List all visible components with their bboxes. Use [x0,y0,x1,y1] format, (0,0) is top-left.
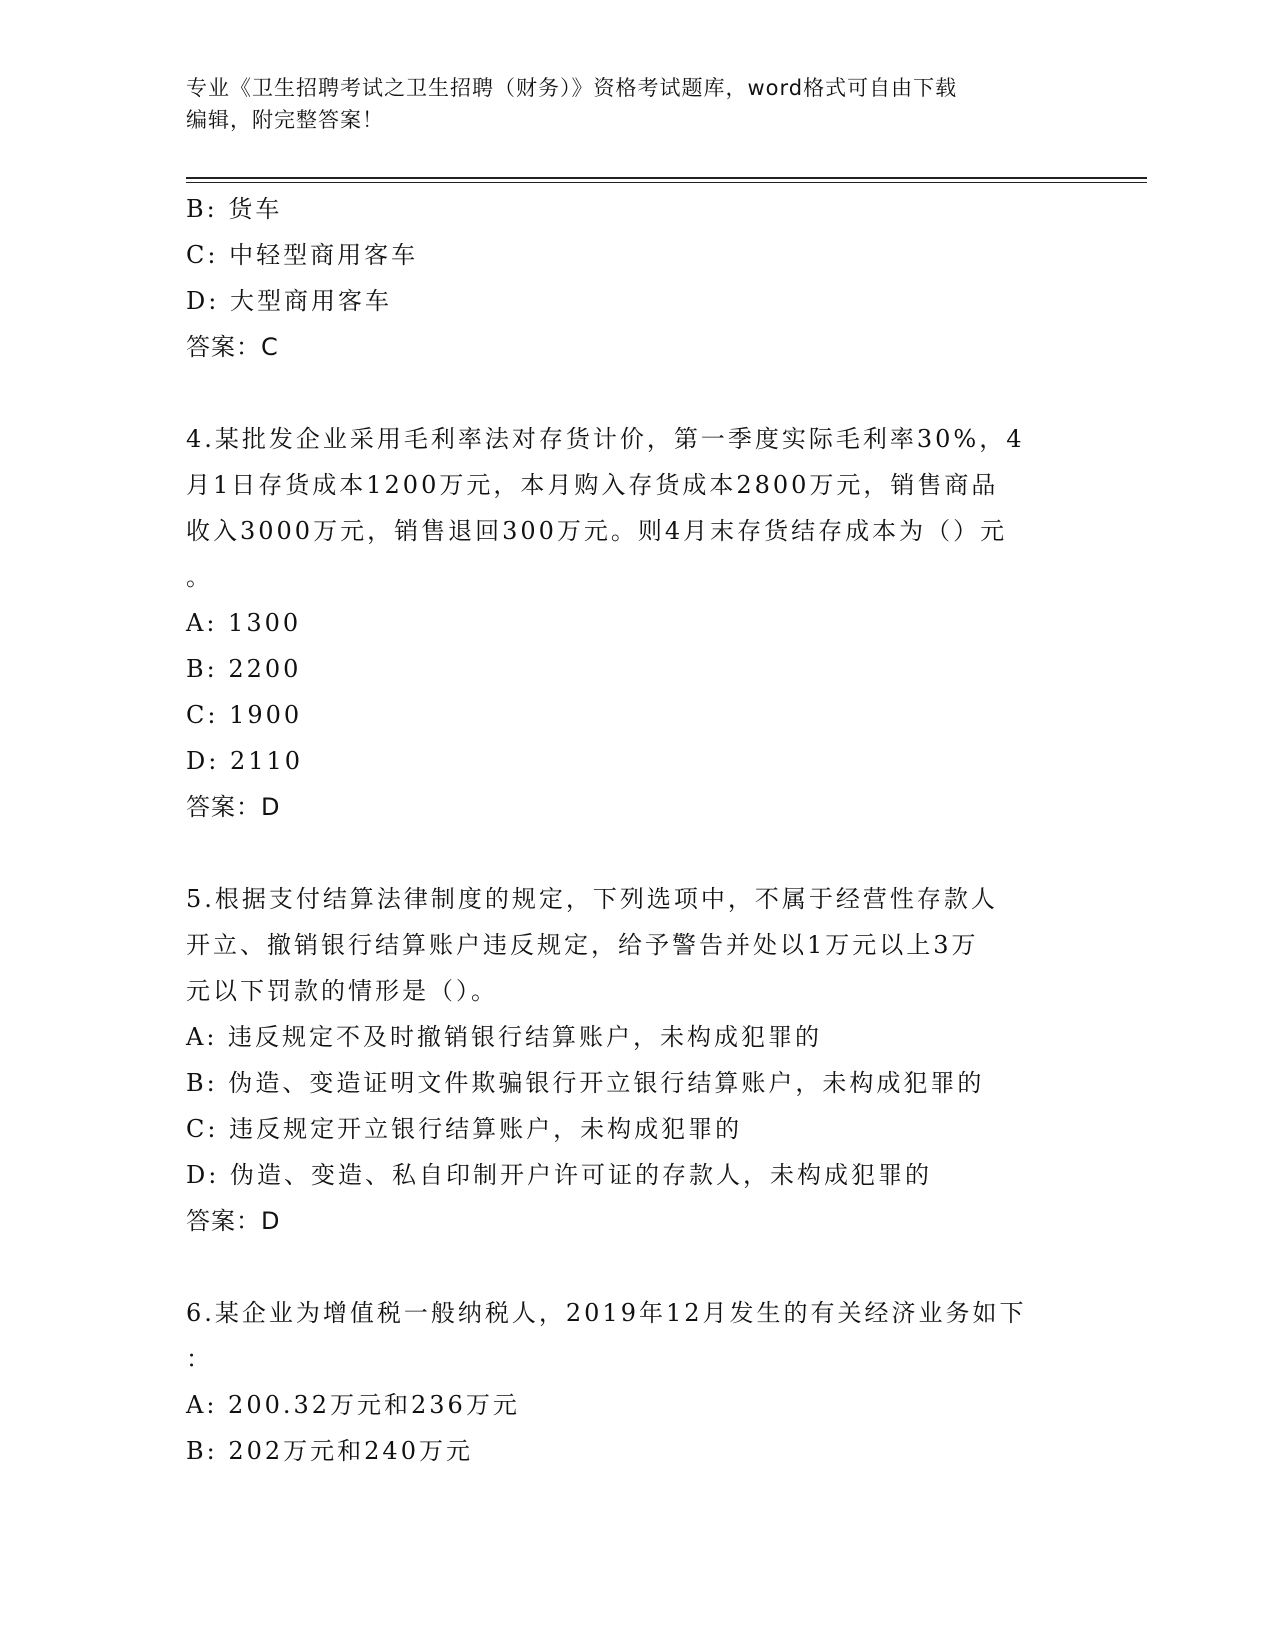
answer: 答案：D [186,1207,281,1235]
header-rule-thin [186,182,1147,183]
header-rule-thick [186,177,1147,179]
question-text-line: 收入3000万元，销售退回300万元。则4月末存货结存成本为（）元 [186,517,1008,545]
option-a: A: 违反规定不及时撤销银行结算账户，未构成犯罪的 [186,1023,823,1051]
option-d: D: 伪造、变造、私自印制开户许可证的存款人，未构成犯罪的 [186,1161,932,1189]
question-text-line: 6.某企业为增值税一般纳税人，2019年12月发生的有关经济业务如下 [186,1299,1027,1327]
answer: 答案：D [186,793,281,821]
header-line-2: 编辑，附完整答案！ [186,108,384,132]
option-b: B: 2200 [186,655,302,683]
question-text-line: 5.根据支付结算法律制度的规定，下列选项中，不属于经营性存款人 [186,885,998,913]
question-text-line: 开立、撤销银行结算账户违反规定，给予警告并处以1万元以上3万 [186,931,979,959]
header-line-1: 专业《卫生招聘考试之卫生招聘（财务）》资格考试题库，word格式可自由下载 [186,76,958,100]
option-b: B: 货车 [186,195,283,223]
question-3 [186,186,1086,370]
answer: 答案：C [186,333,279,361]
question-list [186,186,1086,1474]
question-5 [186,876,1086,1244]
option-d: D: 大型商用客车 [186,287,392,315]
question-text-line: 元以下罚款的情形是（）。 [186,977,498,1005]
question-6 [186,1290,1086,1474]
question-text-line: 4.某批发企业采用毛利率法对存货计价，第一季度实际毛利率30%，4 [186,425,1025,453]
option-d: D: 2110 [186,747,304,775]
option-c: C: 违反规定开立银行结算账户，未构成犯罪的 [186,1115,743,1143]
question-4 [186,416,1086,830]
option-a: A: 200.32万元和236万元 [186,1391,520,1419]
option-a: A: 1300 [186,609,302,637]
option-b: B: 伪造、变造证明文件欺骗银行开立银行结算账户，未构成犯罪的 [186,1069,985,1097]
document-header [186,72,1066,136]
option-c: C: 中轻型商用客车 [186,241,419,269]
question-text-line: 。 [186,563,213,591]
option-c: C: 1900 [186,701,303,729]
question-text-line: 月1日存货成本1200万元，本月购入存货成本2800万元，销售商品 [186,471,999,499]
question-text-line: ： [186,1345,213,1373]
option-b: B: 202万元和240万元 [186,1437,473,1465]
